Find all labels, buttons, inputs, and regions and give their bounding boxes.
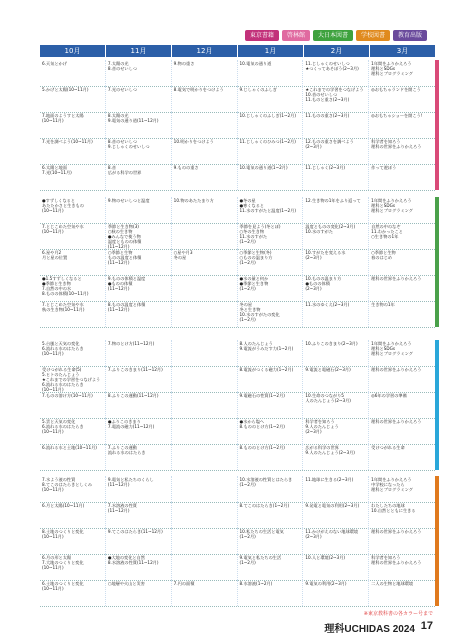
curriculum-cell: 11.じしゃく(2~3月) [303, 164, 369, 190]
curriculum-cell [172, 528, 238, 554]
curriculum-cell: 7.ものの溶け方(10~11月) [40, 392, 106, 418]
curriculum-cell: 季節と生き物(3) ○秋の生き物 ●みんなで使う物 温度とものの体積 (11~12月) [106, 223, 172, 249]
curriculum-cell [172, 476, 238, 502]
curriculum-cell: 9.電磁石の性質(1~2月) [238, 392, 304, 418]
curriculum-cell: 広がる科学の世界 9.人のたんじょう(2~3月) [303, 444, 369, 470]
publisher-tag: 教育出版 [393, 30, 427, 41]
curriculum-cell: 7.円の面積 [172, 580, 238, 606]
publisher-tag: 学校図書 [356, 30, 390, 41]
curriculum-cell [172, 275, 238, 301]
curriculum-cell: ●すずしくなると あたたかさと生きもの (10~11月) [40, 197, 106, 223]
curriculum-cell: 9.電気と私たちの生活 (1~2月) [238, 554, 304, 580]
curriculum-row [40, 502, 435, 529]
curriculum-cell: 7.水よう液の性質 8.てこのはたらきとしくみ (10~11月) [40, 476, 106, 502]
curriculum-cell: 12.ものの重さを調べよう (2~3月) [303, 138, 369, 164]
curriculum-cell: 10.すがたを変える水 (2~3月) [303, 249, 369, 275]
page-number: 17 [420, 620, 433, 632]
curriculum-cell [172, 418, 238, 444]
curriculum-row [40, 554, 435, 581]
curriculum-cell: 季節を見よう(冬とぼ) ○冬の生き物 11.水のすがた (1~2月) [238, 223, 304, 249]
footer-note: ※東京教科書の各カラー号まで [363, 611, 433, 617]
curriculum-cell: 冬の星 冬と生き物 10.水のすがたの変化 (1~2月) [238, 301, 304, 327]
curriculum-cell [172, 502, 238, 528]
curriculum-row [40, 138, 435, 165]
curriculum-row [40, 366, 435, 393]
curriculum-cell: 科学者を知ろう 理科の世界をふりかえろう [371, 139, 422, 149]
curriculum-cell: 6.流れる水と土地(10~11月) [40, 444, 106, 470]
curriculum-cell: 7.水溶液の性質 (11~12月) [106, 502, 172, 528]
curriculum-cell: 8.ふりこの運動(11~12月) [106, 392, 172, 418]
curriculum-cell: 9.電気の利用(2~3月) [303, 580, 369, 606]
grade-color-stripe [435, 60, 439, 190]
curriculum-cell: 生き物の1年 [371, 302, 395, 307]
curriculum-cell: 理科の世界をふりかえろう [371, 419, 422, 424]
curriculum-cell: 8.水溶液(1~2月) [238, 580, 304, 606]
publisher-tag: 啓林館 [282, 30, 310, 41]
curriculum-cell: 11.じしゃくのせいしつ ★つくってあそぼう(2~3月) [303, 60, 369, 86]
curriculum-cell: 11.じしゃくのひみつ(1~2月) [238, 138, 304, 164]
curriculum-cell: 5.雲と天気の変化 6.流れる水のはたらき (10~11月) [40, 418, 106, 444]
curriculum-cell: 6.太陽と地面 7.光(10~11月) [40, 164, 106, 190]
curriculum-cell: 9.物の重さ [172, 60, 238, 86]
curriculum-cell: 温度とものの変化(2~3月) 10.水のすがた [303, 223, 369, 249]
curriculum-cell: 10.物のあたたまり方 [172, 197, 238, 223]
curriculum-cell: ●冬の星 ●寒くなると 11.水のすがたと温度(1~2月) [238, 197, 304, 223]
curriculum-cell: 9.てこのはたらき(11~12月) [106, 528, 172, 554]
month-header-cell: 11月 [106, 45, 171, 57]
curriculum-row [40, 580, 435, 607]
curriculum-cell: 1年間をふりかえろう 理科とSDGs 理科とプログラミング [371, 341, 413, 356]
curriculum-cell [172, 554, 238, 580]
curriculum-cell [172, 392, 238, 418]
month-header-cell: 12月 [172, 45, 237, 57]
curriculum-row [40, 301, 435, 328]
curriculum-row [40, 197, 435, 224]
curriculum-row [40, 444, 435, 471]
curriculum-cell: 9.電流と電磁石(2~3月) [303, 366, 369, 392]
curriculum-row [40, 476, 435, 503]
month-header-cell: 2月 [304, 45, 369, 57]
curriculum-cell: 8.ものの温度と体積 (11~12月) [106, 301, 172, 327]
curriculum-row [40, 223, 435, 250]
curriculum-cell: 理科の世界をふりかえろう [371, 276, 422, 281]
curriculum-cell: 11.かけがえのない地球環境 (2~3月) [303, 528, 369, 554]
publisher-tag: 東京書籍 [245, 30, 279, 41]
curriculum-cell: 理科の世界をふりかえろう [371, 529, 422, 534]
month-header-cell: 10月 [40, 45, 105, 57]
curriculum-cell: 8.てこのはたらき(1~2月) [238, 502, 304, 528]
curriculum-row [40, 418, 435, 445]
curriculum-row [40, 340, 435, 367]
curriculum-cell: 8.電気で明かりをつけよう [172, 86, 238, 112]
curriculum-cell: 5.台風と天気の変化 6.流れる水のはたらき (10~11月) [40, 340, 106, 366]
curriculum-cell: 9.電気と私たちのくらし (11~12月) [106, 476, 172, 502]
curriculum-cell: 12.生き物の1年をふり返って [303, 197, 369, 223]
curriculum-cell: 7.とじこめた空気や水 (10~11月) [40, 223, 106, 249]
curriculum-cell: 1年間をふりかえろう 理科とSDGs 理科とプログラミング [371, 198, 413, 213]
curriculum-cell: 10.電気の通り道(1~2月) [238, 164, 304, 190]
curriculum-cell: 受けつがれる生命(5) 5.ヒトのたんじょう ★これまでの学習をつなげよう 6.流れる水のはたらき (10~11月) [40, 366, 106, 392]
curriculum-cell: ●水の量と何か ●季節と生き物 (1~2月) [238, 275, 304, 301]
curriculum-cell: 7.光を調べよう(10~11月) [40, 138, 106, 164]
month-header-cell: 3月 [370, 45, 435, 57]
curriculum-cell: 作って遊ぼう [371, 165, 397, 170]
curriculum-cell: 7.ふりこの運動 流れる水のはたらき [106, 444, 172, 470]
curriculum-cell: ○季節と生物(冬) ○ものの温まり方 (1~2月) [238, 249, 304, 275]
curriculum-row [40, 60, 435, 87]
curriculum-cell: 8.音 広がる科学の世界 [106, 164, 172, 190]
curriculum-cell: 7.地面のようすと太陽 (10~11月) [40, 112, 106, 138]
curriculum-cell: ●大地の変化と自然 8.水溶液の性質(11~12月) [106, 554, 172, 580]
curriculum-cell: 9.じしゃくのふしぎ [238, 86, 304, 112]
curriculum-cell: 7.物のとけ方(11~12月) [106, 340, 172, 366]
publisher-legend [245, 30, 427, 41]
curriculum-cell: 6.星や月2 月と星の位置 [40, 249, 106, 275]
curriculum-cell [172, 223, 238, 249]
curriculum-cell: 7.ふりこのきまり(11~12月) [106, 366, 172, 392]
curriculum-cell: 6.月の形と太陽 7.大地のつくりと変化 (10~11月) [40, 554, 106, 580]
curriculum-cell: 10.電気の通り道 [238, 60, 304, 86]
curriculum-row [40, 86, 435, 113]
curriculum-cell: わたしたちの地球 10.自然とともに生きる [371, 503, 416, 513]
curriculum-cell: 8.人のたんじょう 9.電流がうみだす力(1~2月) [238, 340, 304, 366]
curriculum-cell: 11.地球に生きる(2~3月) [303, 476, 369, 502]
curriculum-cell: ○季節と生物 春のはじめ [371, 250, 396, 260]
curriculum-cell: 9.ものの重さ [172, 164, 238, 190]
curriculum-cell: 8.もののとけ方(1~2月) [238, 444, 304, 470]
curriculum-row [40, 112, 435, 139]
curriculum-cell: 8.電流がつくる磁力(1~2月) [238, 366, 304, 392]
curriculum-cell: 7.とじこめた空気や水 秋の生き物(10~11月) [40, 301, 106, 327]
curriculum-cell [172, 340, 238, 366]
curriculum-cell: ●1.5すずしくなると ●季節と生き物 7.自然の中の水 8.ものの体積(10~11月) [40, 275, 106, 301]
curriculum-row [40, 392, 435, 419]
grade-color-stripe [435, 340, 439, 470]
curriculum-cell: 11.水のゆくえ(2~3月) [303, 301, 369, 327]
curriculum-cell: 7.光のせいしつ [106, 86, 172, 112]
curriculum-cell: 9.物のせいしつと温度 [106, 197, 172, 223]
curriculum-cell: ○季節と生物 ものの温度と体積 (11~12月) [106, 249, 172, 275]
curriculum-cell [172, 112, 238, 138]
curriculum-cell: 8.太陽の光 9.電気の通り道(11~12月) [106, 112, 172, 138]
curriculum-cell: ★これまでの学習をつなげよう 10.音のせいしつ 11.ものと重さ(2~3月) [303, 86, 369, 112]
publisher-tag: 大日本図書 [313, 30, 353, 41]
curriculum-cell: 1年間をふりかえろう 中学校になったら 理科とプログラミング [371, 477, 413, 492]
curriculum-cell: 9.発電と電気の利用(2~3月) [303, 502, 369, 528]
month-header [40, 45, 435, 57]
curriculum-cell: ◎おもちゃランドを開こう [371, 87, 421, 92]
curriculum-row [40, 164, 435, 191]
curriculum-cell: 10.ふりこのきまり(2~3月) [303, 340, 369, 366]
curriculum-cell: 7.太陽の光 8.音のせいしつ [106, 60, 172, 86]
curriculum-cell: 8.音のせいしつ 9.じしゃくのせいしつ [106, 138, 172, 164]
curriculum-cell: ◎おもちゃショーを開こう! [371, 113, 423, 118]
grade-color-stripe [435, 197, 439, 327]
curriculum-cell: 9.ものの体積と温度 ●ものの体積 (11~12月) [106, 275, 172, 301]
curriculum-cell: 自然の中のなぞ 11.わかったこと ○生き物の1年 [371, 224, 403, 239]
curriculum-cell: 10.人と環境(2~3月) [303, 554, 369, 580]
curriculum-cell: 6.土地のつくりと変化 (10~11月) [40, 580, 106, 606]
curriculum-cell: 5.かげと太陽(10~11月) [40, 86, 106, 112]
curriculum-cell: 10.ものの温まり方 ●ものの体積 (2~3月) [303, 275, 369, 301]
curriculum-row [40, 528, 435, 555]
curriculum-cell: ●水から塩へ 8.もののとけ方(1~2月) [238, 418, 304, 444]
curriculum-cell: 10.水溶液の性質とはたらき (1~2月) [238, 476, 304, 502]
curriculum-cell: 二人の生物と地球環境 [371, 581, 414, 586]
curriculum-cell: 科学者を知ろう 理科の世界をふりかえろう [371, 555, 422, 565]
curriculum-cell: 受けつがれる生命 [371, 445, 405, 450]
curriculum-row [40, 249, 435, 276]
curriculum-cell: 理科の世界をふりかえろう [371, 367, 422, 372]
month-header-cell: 1月 [238, 45, 303, 57]
curriculum-cell: 1年間をふりかえろう 理科とSDGs 理科とプログラミング [371, 61, 413, 76]
curriculum-cell: ●ふりこのきまり 7.電流の磁力(11~12月) [106, 418, 172, 444]
curriculum-cell: 11.ものの重さ(2~3月) [303, 112, 369, 138]
curriculum-cell: 6.天気とかげ [40, 60, 106, 86]
curriculum-cell [172, 444, 238, 470]
curriculum-cell: 10.生命のつながり5 人のたんじょう(2~3月) [303, 392, 369, 418]
curriculum-cell: 科学者を知ろう 9.人のたんじょう (2~3月) [303, 418, 369, 444]
curriculum-cell: 10.私たちの生活と電気 (1~2月) [238, 528, 304, 554]
brand-logo: 理科UCHIDAS 2024 [324, 624, 415, 635]
grade-color-stripe [435, 476, 439, 606]
curriculum-cell: ○星や月3 冬の星 [172, 249, 238, 275]
curriculum-cell: 10.じしゃくのふしぎ(1~2月) [238, 112, 304, 138]
curriculum-cell [172, 366, 238, 392]
curriculum-cell: ○地層や火山と災害 [106, 580, 172, 606]
curriculum-cell: 10.明かりをつけよう [172, 138, 238, 164]
curriculum-cell: 6.月と太陽(10~11月) [40, 502, 106, 528]
curriculum-cell [172, 301, 238, 327]
curriculum-cell: ◎6年の学習の準備 [371, 393, 407, 398]
curriculum-row [40, 275, 435, 302]
curriculum-cell: 8.土地のつくりと変化 (10~11月) [40, 528, 106, 554]
